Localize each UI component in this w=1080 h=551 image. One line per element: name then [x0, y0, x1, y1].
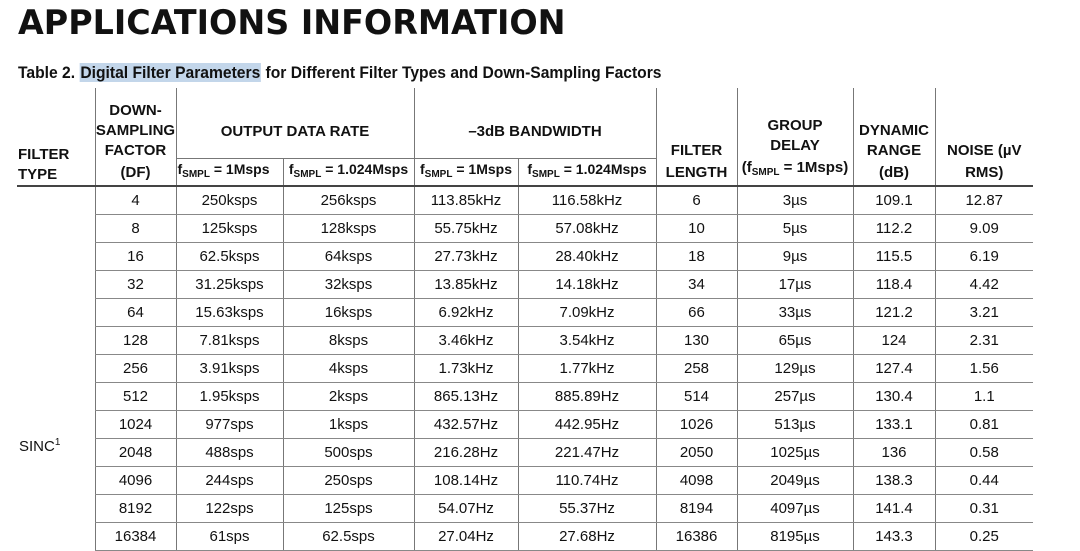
cell-odr-1msps: 250ksps	[176, 186, 283, 215]
cell-odr-1msps: 15.63ksps	[176, 299, 283, 327]
cell-group-delay: 33µs	[737, 299, 853, 327]
subheader-f: f	[527, 161, 533, 177]
cell-noise: 1.56	[935, 355, 1033, 383]
subheader-bw-1msps	[414, 159, 518, 187]
cell-filter-length: 1026	[656, 411, 737, 439]
cell-odr-1msps: 1.95ksps	[176, 383, 283, 411]
cell-dynamic-range: 115.5	[853, 243, 935, 271]
cell-group-delay: 8195µs	[737, 523, 853, 551]
subheader-f: f	[420, 161, 425, 177]
table-row	[17, 383, 1033, 411]
table-row	[17, 186, 1033, 215]
cell-odr-1024msps: 1ksps	[283, 411, 414, 439]
cell-noise: 9.09	[935, 215, 1033, 243]
cell-noise: 6.19	[935, 243, 1033, 271]
cell-odr-1024msps: 250sps	[283, 467, 414, 495]
subheader-sub: SMPL	[532, 169, 560, 180]
cell-dynamic-range: 121.2	[853, 299, 935, 327]
cell-odr-1msps: 3.91ksps	[176, 355, 283, 383]
cell-df: 2048	[95, 439, 176, 467]
cell-odr-1024msps: 4ksps	[283, 355, 414, 383]
header-noise-line2: RMS)	[965, 164, 1004, 181]
cell-df: 16	[95, 243, 176, 271]
cell-noise: 2.31	[935, 327, 1033, 355]
cell-odr-1msps: 488sps	[176, 439, 283, 467]
cell-group-delay: 3µs	[737, 186, 853, 215]
subheader-f: f	[177, 161, 183, 177]
cell-odr-1msps: 31.25ksps	[176, 271, 283, 299]
header-noise	[935, 88, 1033, 186]
cell-dynamic-range: 127.4	[853, 355, 935, 383]
cell-bw-1msps: 27.73kHz	[414, 243, 518, 271]
cell-dynamic-range: 118.4	[853, 271, 935, 299]
cell-group-delay: 65µs	[737, 327, 853, 355]
table-row	[17, 271, 1033, 299]
cell-bw-1msps: 55.75kHz	[414, 215, 518, 243]
header-filter-type-line2: TYPE	[18, 166, 58, 183]
header-group-delay-line3	[738, 156, 853, 185]
cell-group-delay: 2049µs	[737, 467, 853, 495]
subheader-rest: = 1.024Msps	[321, 161, 409, 177]
header-group-delay-line1: GROUP	[767, 117, 823, 134]
cell-bw-1024msps: 14.18kHz	[518, 271, 656, 299]
cell-filter-length: 16386	[656, 523, 737, 551]
cell-odr-1024msps: 16ksps	[283, 299, 414, 327]
cell-odr-1024msps: 256ksps	[283, 186, 414, 215]
cell-df: 8	[95, 215, 176, 243]
cell-group-delay: 257µs	[737, 383, 853, 411]
cell-df: 8192	[95, 495, 176, 523]
cell-filter-length: 66	[656, 299, 737, 327]
header-df-line3: FACTOR	[104, 142, 167, 159]
cell-noise: 1.1	[935, 383, 1033, 411]
cell-bw-1024msps: 55.37Hz	[518, 495, 656, 523]
subheader-odr-1msps	[176, 159, 283, 187]
table-row	[17, 243, 1033, 271]
cell-dynamic-range: 124	[853, 327, 935, 355]
header-dynamic-range-line3: (dB)	[879, 164, 909, 181]
cell-odr-1024msps: 62.5sps	[283, 523, 414, 551]
cell-filter-length: 34	[656, 271, 737, 299]
table-row	[17, 355, 1033, 383]
cell-odr-1024msps: 500sps	[283, 439, 414, 467]
cell-odr-1024msps: 64ksps	[283, 243, 414, 271]
filter-type-text: SINC	[19, 438, 55, 455]
header-filter-length-line2: LENGTH	[665, 164, 728, 181]
cell-noise: 0.31	[935, 495, 1033, 523]
table-row	[17, 467, 1033, 495]
cell-bw-1024msps: 3.54kHz	[518, 327, 656, 355]
cell-dynamic-range: 112.2	[853, 215, 935, 243]
header-filter-type	[17, 88, 95, 186]
cell-odr-1msps: 244sps	[176, 467, 283, 495]
cell-filter-length: 8194	[656, 495, 737, 523]
header-noise-line1: NOISE (µV	[947, 142, 1022, 159]
cell-bw-1024msps: 27.68Hz	[518, 523, 656, 551]
subheader-f: f	[288, 161, 294, 177]
caption-suffix: for Different Filter Types and Down-Sampling Factors	[261, 63, 662, 82]
cell-dynamic-range: 136	[853, 439, 935, 467]
cell-dynamic-range: 130.4	[853, 383, 935, 411]
header-df-line1: DOWN-	[109, 102, 162, 119]
header-filter-type-line1: FILTER	[18, 146, 70, 163]
cell-bw-1024msps: 221.47Hz	[518, 439, 656, 467]
cell-df: 4096	[95, 467, 176, 495]
subheader-rest: = 1.024Msps	[559, 161, 647, 177]
header-group-delay-f: (f	[741, 159, 752, 176]
cell-group-delay: 513µs	[737, 411, 853, 439]
cell-dynamic-range: 133.1	[853, 411, 935, 439]
subheader-sub: SMPL	[293, 169, 322, 180]
header-df-line4: (DF)	[120, 164, 151, 181]
cell-bw-1msps: 54.07Hz	[414, 495, 518, 523]
cell-df: 128	[95, 327, 176, 355]
cell-dynamic-range: 143.3	[853, 523, 935, 551]
cell-bw-1024msps: 7.09kHz	[518, 299, 656, 327]
cell-noise: 4.42	[935, 271, 1033, 299]
cell-df: 4	[95, 186, 176, 215]
cell-df: 64	[95, 299, 176, 327]
cell-odr-1msps: 7.81ksps	[176, 327, 283, 355]
cell-filter-length: 4098	[656, 467, 737, 495]
cell-df: 16384	[95, 523, 176, 551]
header-downsampling-factor	[95, 88, 176, 186]
header-dynamic-range-line1: DYNAMIC	[859, 122, 929, 139]
cell-df: 256	[95, 355, 176, 383]
cell-group-delay: 1025µs	[737, 439, 853, 467]
cell-odr-1msps: 125ksps	[176, 215, 283, 243]
table-row	[17, 411, 1033, 439]
cell-group-delay: 4097µs	[737, 495, 853, 523]
subheader-sub: SMPL	[424, 169, 453, 180]
cell-bw-1msps: 3.46kHz	[414, 327, 518, 355]
header-group-delay-line2: DELAY	[770, 137, 820, 154]
filter-type-wrapper	[18, 187, 95, 551]
table-row	[17, 327, 1033, 355]
cell-dynamic-range: 141.4	[853, 495, 935, 523]
cell-df: 32	[95, 271, 176, 299]
cell-bw-1msps: 27.04Hz	[414, 523, 518, 551]
table-header	[17, 88, 1033, 186]
filter-type-cell	[17, 186, 95, 551]
header-filter-length	[656, 88, 737, 186]
cell-bw-1msps: 113.85kHz	[414, 186, 518, 215]
cell-odr-1msps: 977sps	[176, 411, 283, 439]
table-row	[17, 299, 1033, 327]
cell-df: 512	[95, 383, 176, 411]
cell-dynamic-range: 109.1	[853, 186, 935, 215]
subheader-odr-1024msps	[283, 159, 414, 187]
header-bandwidth: –3dB BANDWIDTH	[414, 88, 656, 159]
subheader-rest: = 1Msps	[452, 161, 512, 177]
cell-noise: 0.58	[935, 439, 1033, 467]
filter-type-footnote: 1	[54, 437, 61, 448]
header-dynamic-range	[853, 88, 935, 186]
cell-bw-1024msps: 442.95Hz	[518, 411, 656, 439]
cell-bw-1024msps: 57.08kHz	[518, 215, 656, 243]
cell-filter-length: 18	[656, 243, 737, 271]
cell-df: 1024	[95, 411, 176, 439]
cell-filter-length: 6	[656, 186, 737, 215]
subheader-rest: = 1Msps	[209, 161, 270, 177]
subheader-bw-1024msps	[518, 159, 656, 187]
cell-filter-length: 130	[656, 327, 737, 355]
cell-noise: 0.81	[935, 411, 1033, 439]
header-filter-length-line1: FILTER	[670, 142, 723, 159]
table-row	[17, 495, 1033, 523]
filter-parameters-table	[17, 88, 1033, 551]
cell-bw-1024msps: 110.74Hz	[518, 467, 656, 495]
filter-type-label	[19, 437, 60, 455]
header-dynamic-range-line2: RANGE	[866, 142, 922, 159]
cell-odr-1024msps: 125sps	[283, 495, 414, 523]
cell-bw-1024msps: 1.77kHz	[518, 355, 656, 383]
cell-odr-1msps: 62.5ksps	[176, 243, 283, 271]
cell-odr-1024msps: 8ksps	[283, 327, 414, 355]
cell-noise: 0.44	[935, 467, 1033, 495]
header-group-delay-sub: SMPL	[751, 167, 780, 178]
header-df-line2: SAMPLING	[95, 122, 176, 139]
subheader-sub: SMPL	[182, 169, 210, 180]
table-body	[17, 186, 1033, 551]
cell-filter-length: 258	[656, 355, 737, 383]
cell-bw-1msps: 432.57Hz	[414, 411, 518, 439]
cell-bw-1024msps: 116.58kHz	[518, 186, 656, 215]
cell-filter-length: 514	[656, 383, 737, 411]
cell-bw-1msps: 1.73kHz	[414, 355, 518, 383]
cell-group-delay: 17µs	[737, 271, 853, 299]
cell-noise: 3.21	[935, 299, 1033, 327]
cell-bw-1024msps: 28.40kHz	[518, 243, 656, 271]
cell-noise: 0.25	[935, 523, 1033, 551]
header-group-delay-rest: = 1Msps)	[779, 159, 849, 176]
cell-odr-1msps: 61sps	[176, 523, 283, 551]
caption-prefix: Table 2.	[18, 63, 80, 82]
header-output-data-rate: OUTPUT DATA RATE	[176, 88, 414, 159]
cell-filter-length: 10	[656, 215, 737, 243]
table-row	[17, 439, 1033, 467]
cell-bw-1msps: 865.13Hz	[414, 383, 518, 411]
cell-odr-1024msps: 2ksps	[283, 383, 414, 411]
cell-group-delay: 9µs	[737, 243, 853, 271]
cell-bw-1msps: 6.92kHz	[414, 299, 518, 327]
cell-dynamic-range: 138.3	[853, 467, 935, 495]
cell-bw-1msps: 216.28Hz	[414, 439, 518, 467]
table-row	[17, 215, 1033, 243]
header-group-delay	[737, 88, 853, 186]
cell-filter-length: 2050	[656, 439, 737, 467]
cell-noise: 12.87	[935, 186, 1033, 215]
table-caption	[18, 62, 662, 84]
cell-group-delay: 129µs	[737, 355, 853, 383]
cell-bw-1msps: 13.85kHz	[414, 271, 518, 299]
cell-group-delay: 5µs	[737, 215, 853, 243]
cell-odr-1msps: 122sps	[176, 495, 283, 523]
cell-odr-1024msps: 128ksps	[283, 215, 414, 243]
section-heading: APPLICATIONS INFORMATION	[18, 3, 566, 43]
cell-bw-1msps: 108.14Hz	[414, 467, 518, 495]
caption-highlighted-text[interactable]: Digital Filter Parameters	[80, 63, 261, 82]
cell-bw-1024msps: 885.89Hz	[518, 383, 656, 411]
cell-odr-1024msps: 32ksps	[283, 271, 414, 299]
